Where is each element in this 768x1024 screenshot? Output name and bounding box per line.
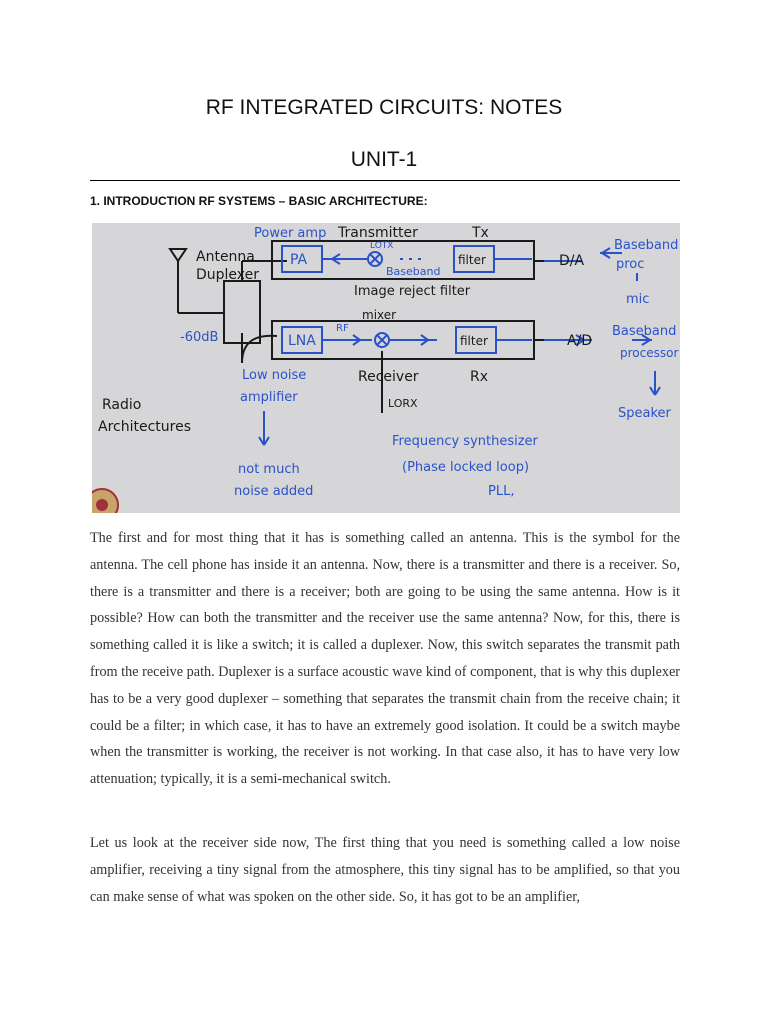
label-mic: mic [626,292,650,307]
label-receiver: Receiver [358,369,419,385]
label-radio: Radio [102,397,142,413]
title-divider [90,180,680,181]
label-filter-tx: filter [458,253,486,267]
label-rx: Rx [470,369,489,385]
label-not-much: not much [238,462,300,477]
label-mixer: mixer [362,308,397,322]
publisher-logo-icon [92,489,118,513]
document-title: RF INTEGRATED CIRCUITS: NOTES [205,96,563,119]
paragraph-receiver-side: Let us look at the receiver side now, The first thing that you need is something called a low noise amplifier, receiving a tiny signal from the atmosphere, this tiny signal has to be amplified, so that you can make sense of what was spoken on the other side. So, it has got to be an amplifier, [90,835,680,905]
label-pa: PA [290,252,308,268]
label-pll-full: (Phase locked loop) [402,460,530,475]
rf-architecture-figure [92,223,680,513]
label-duplexer: Duplexer [196,267,260,283]
label-noise-added: noise added [234,484,314,499]
label-minus-60db: -60dB [180,330,219,345]
label-antenna: Antenna [196,249,255,265]
label-rf: RF [336,323,349,334]
label-image-reject: Image reject filter [354,284,471,299]
architecture-diagram [92,223,680,513]
label-proc: proc [616,257,645,272]
label-pll: PLL, [488,484,515,499]
label-lo-tx: LOTX [370,241,394,251]
label-speaker: Speaker [618,406,671,421]
label-transmitter: Transmitter [338,225,418,241]
label-power-amp: Power amp [254,226,327,241]
label-low-noise: Low noise [242,368,307,383]
section-heading: 1. INTRODUCTION RF SYSTEMS – BASIC ARCHITECTURE: [90,194,428,208]
label-lo-rx: LORX [388,397,418,410]
antenna-symbol-icon [170,249,186,261]
label-amplifier: amplifier [240,390,298,405]
label-architectures: Architectures [98,419,192,435]
label-baseband-small: Baseband [386,265,441,278]
paragraph-antenna-duplexer: The first and for most thing that it has is something called an antenna. This is the symbol for the antenna. The cell phone has inside it an antenna. Now, there is a transmitter and there is a receiver. So, there is a transmitter and there is a receiver; both are going to be using the same antenna. How is it possible? How can both the transmitter and the receiver use the same antenna? Now, for this, there is something called it is like a switch; it is called a duplexer. Now, this switch separates the transmit path from the receive path. Duplexer is a surface acoustic wave kind of component, that is why this duplexer has to be a very good duplexer – something that separates the transmit chain from the receive chain; it could be a filter; in which case, it has to have an extremely good isolation. It could be a switch maybe when the transmitter is working, the receiver is not working. In that case also, it has to have very low attenuation; typically, it is a semi-mechanical switch. [90,530,680,788]
label-ad: A/D [567,333,593,349]
label-tx: Tx [472,225,489,241]
label-filter-rx: filter [460,334,488,348]
label-processor: processor [620,346,679,360]
label-baseband-proc: Baseband [614,238,679,253]
unit-title: UNIT-1 [350,148,418,171]
label-lna: LNA [288,333,316,349]
label-baseband-rx: Baseband [612,324,677,339]
label-da: D/A [559,253,585,269]
label-frequency-synthesizer: Frequency synthesizer [392,434,538,449]
